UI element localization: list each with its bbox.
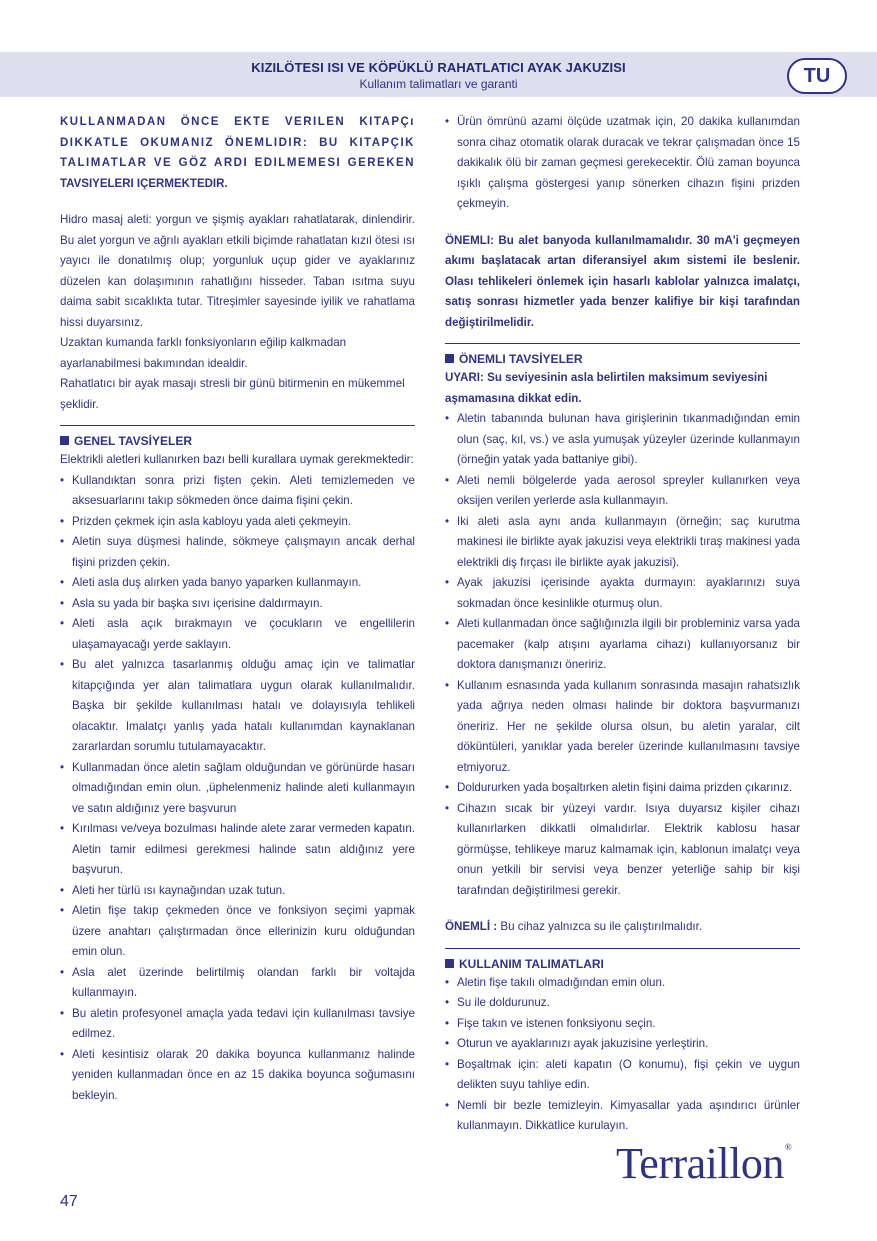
left-column [60,112,415,1106]
lead-text: KULLANMADAN ÖNCE EKTE VERILEN KITAPÇı DIKKATLE OKUMANIZ ÖNEMLIDIR: BU KITAPÇIK TALIMATLAR VE GÖZ ARDI EDILMEMESI GEREKEN [60,116,415,169]
terraillon-logo: Terraillon® [616,1139,792,1188]
list-item: • Aleti asla açık bırakmayın ve çocukların ve engellilerin ulaşamayacağı yerde saklayın. [60,614,415,655]
important-water-only: ÖNEMLİ : Bu cihaz yalnızca su ile çalıştırılmalıdır. [445,920,703,933]
section-heading: GENEL TAVSİYELER [60,432,415,450]
usage-section [445,948,800,1137]
list-item: • Asla alet üzerinde belirtilmiş olandan farklı bir voltajda kullanmayın. [60,963,415,1004]
general-advice-section [60,425,415,1106]
list-item: • Prizden çekmek için asla kabloyu yada aleti çekmeyin. [60,512,415,533]
intro-paragraph: Rahatlatıcı bir ayak masajı stresli bir günü bitirmenin en mükemmel şeklidir. [60,377,405,411]
section-heading: ÖNEMLI TAVSİYELER [445,350,800,368]
important-notice: ÖNEMLI: Bu alet banyoda kullanılmamalıdır. 30 mA'i geçmeyen akımı başlatacak artan diferansiyel akım sistemi ile beslenir. Olası tehlikeleri önlemek için hasarlı kablolar yalnızca imalatçı, satış sonrası hizmetler yada benzer kalifiye bir kişi tarafından değiştirilmelidir. [445,233,800,329]
square-bullet-icon [445,354,454,363]
list-item: • Kullanım esnasında yada kullanım sonrasında masajın rahatsızlık yada ağrıya neden olması halinde bir doktora başvurmanızı öneririz. Her ne şekilde olursa olsun, bu aletin yaralar, cilt döküntüleri, yanıklar yada bereler üzerinde kullanılmasını tavsiye etmiyoruz. [445,676,800,779]
important-advice-list [445,409,800,901]
list-item: • Ürün ömrünü azami ölçüde uzatmak için, 20 dakika kullanımdan sonra cihaz otomatik olarak duracak ve tekrar çalışmadan önce 15 dakikalık ölü bir zaman geçmesi gerekecektir. Ölü zaman boyunca ışıklı çalışma göstergesi yanıp sönerken cihazın fişini prizden çekmeyin. [445,112,800,215]
list-item: • Aletin suya düşmesi halinde, sökmeye çalışmayın ancak derhal fişini prizden çekin. [60,532,415,573]
list-item: • Aleti kesintisiz olarak 20 dakika boyunca kullanmanız halinde yeniden kullanmadan önce en az 15 dakika boyunca soğumasını bekleyin. [60,1045,415,1107]
section-heading: KULLANIM TALIMATLARI [445,955,800,973]
list-item: • Su ile doldurunuz. [445,993,800,1014]
list-item: • Boşaltmak için: aleti kapatın (O konumu), fişi çekin ve uygun delikten suyu tahliye edin. [445,1055,800,1096]
square-bullet-icon [445,959,454,968]
document-subtitle: Kullanım talimatları ve garanti [359,77,518,91]
warning-text: UYARI: Su seviyesinin asla belirtilen maksimum seviyesini aşmamasına dikkat edin. [445,371,768,405]
right-column [445,112,800,1137]
important-advice-section [445,343,800,901]
list-item: • Bu alet yalnızca tasarlanmış olduğu amaç için ve talimatlar kitapçığında yer alan talimatlara uygun olarak kullanılmalıdır. Başka bir şekilde kullanılması hatalı ve dolayısıyla tehlikeli olacaktır. Imalatçı yanlış yada hatalı kullanımdan kaynaklanan zararlardan sorumlu tutulamayacaktır. [60,655,415,758]
list-item: • Aletin tabanında bulunan hava girişlerinin tıkanmadığından emin olun (saç, kıl, vs.) ve asla yumuşak yüzeyler üzerinde kullanmayın (örneğin yatak yada battaniye gibi). [445,409,800,471]
list-item: • Doldururken yada boşaltırken aletin fişini daima prizden çıkarınız. [445,778,800,799]
list-item: • Aleti kullanmadan önce sağlığınızla ilgili bir probleminiz varsa yada pacemaker (kalp atışını ayarlama cihazı) kullanıyorsanız bir doktora danışmanızı öneririz. [445,614,800,676]
lead-warning [60,112,415,194]
general-advice-list [60,471,415,1107]
lead-text-end: TAVSIYELERI IÇERMEKTEDIR. [60,177,228,190]
auto-stop-list [445,112,800,215]
list-item: • Iki aleti asla aynı anda kullanmayın (örneğin; saç kurutma makinesi ile birlikte ayak jakuzisi veya elektrikli tıraş makinesi yada elektrikli diş fırçası ile birlikte ayak jakuzisi). [445,512,800,574]
intro-paragraph: Uzaktan kumanda farklı fonksiyonların eğilip kalkmadan ayarlanabilmesi bakımından idealdir. [60,336,347,370]
list-item: • Aletin fişe takılı olmadığından emin olun. [445,973,800,994]
section-intro: Elektrikli aletleri kullanırken bazı belli kurallara uymak gerekmektedir: [60,453,414,466]
list-item: • Nemli bir bezle temizleyin. Kimyasallar yada aşındırıcı ürünler kullanmayın. Dikkatlice kurulayın. [445,1096,800,1137]
page-number: 47 [60,1193,78,1210]
list-item: • Aleti her türlü ısı kaynağından uzak tutun. [60,881,415,902]
header-band [0,52,877,97]
intro-paragraph: Hidro masaj aleti: yorgun ve şişmiş ayakları rahatlatarak, dinlendirir. Bu alet yorgun ve ağrılı ayakları etkili biçimde rahatlatan kızıl ötesi ısı yayıcı ile donatılmış olup; yorgunluk uçup gider ve ayaklarınız düzelen kan dolaşımının rahatlığını hisseder. Taban ısıtma suyu daima sabit sıcaklıkta tutar. Titreşimler sayesinde iyilik ve rahatlama hissi duyarsınız. [60,213,415,329]
list-item: • Cihazın sıcak bir yüzeyi vardır. Isıya duyarsız kişiler cihazı kullanırlarken dikkatli olmalıdırlar. Elektrik kablosu hasar görmüşse, tehlikeye maruz kalmamak için, kablonun imalatçı veya onun yetkili bir servisi veya benzer yeterliğe sahip bir kişi tarafından değiştirilmesi gerekir. [445,799,800,902]
list-item: • Fişe takın ve istenen fonksiyonu seçin. [445,1014,800,1035]
list-item: • Ayak jakuzisi içerisinde ayakta durmayın: ayaklarınızı suya sokmadan önce kesinlikle oturmuş olun. [445,573,800,614]
language-badge: TU [787,58,847,94]
list-item: • Bu aletin profesyonel amaçla yada tedavi için kullanılması tavsiye edilmez. [60,1004,415,1045]
list-item: • Kırılması ve/veya bozulması halinde alete zarar vermeden kapatın. Aletin tamir edilmesi gerekmesi halinde satın aldığınız yere başvurun. [60,819,415,881]
list-item: • Aleti asla duş alırken yada banyo yaparken kullanmayın. [60,573,415,594]
list-item: • Aletin fişe takıp çekmeden önce ve fonksiyon seçimi yapmak üzere anahtarı çalıştırmadan önce ellerinizin kuru olduğundan emin olun. [60,901,415,963]
document-title: KIZILÖTESI ISI VE KÖPÜKLÜ RAHATLATICI AYAK JAKUZISI [251,60,626,75]
square-bullet-icon [60,436,69,445]
list-item: • Oturun ve ayaklarınızı ayak jakuzisine yerleştirin. [445,1034,800,1055]
list-item: • Kullanmadan önce aletin sağlam olduğundan ve görünürde hasarı olmadığından emin olun. ,üphelenmeniz halinde aleti kullanmayın ve satın aldığınız yere başvurun [60,758,415,820]
list-item: • Aleti nemli bölgelerde yada aerosol spreyler kullanırken veya oksijen verilen yerlerde asla kullanmayın. [445,471,800,512]
usage-instructions-list [445,973,800,1137]
list-item: • Kullandıktan sonra prizi fişten çekin. Aleti temizlemeden ve aksesuarlarını takıp sökmeden önce daima fişini çekin. [60,471,415,512]
list-item: • Asla su yada bir başka sıvı içerisine daldırmayın. [60,594,415,615]
